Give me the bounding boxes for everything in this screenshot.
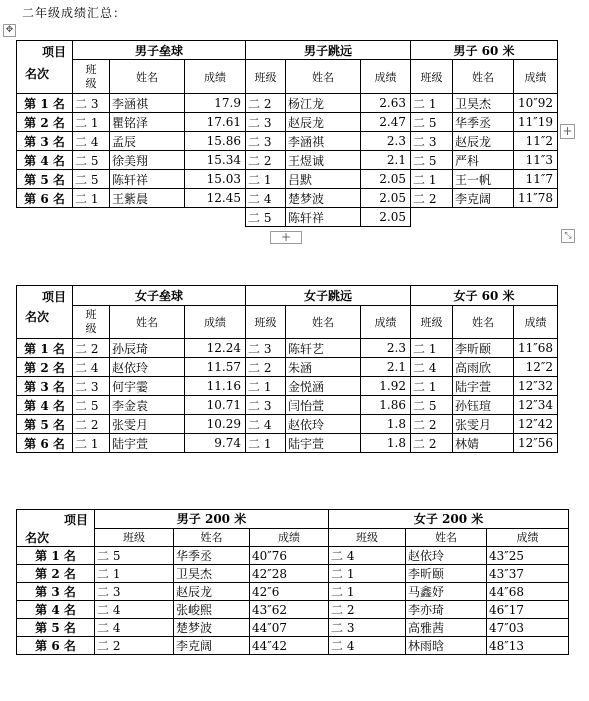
- name-cell: 李涵祺: [110, 94, 185, 113]
- class-cell: 二 3: [246, 132, 286, 151]
- rank-cell: 第 3 名: [17, 583, 95, 601]
- score-cell: 17.61: [185, 113, 246, 132]
- score-cell: 11″7: [514, 170, 558, 189]
- class-cell: 二 3: [411, 132, 453, 151]
- rank-cell: 第 2 名: [17, 565, 95, 583]
- score-cell: 2.3: [361, 339, 411, 358]
- class-cell: 二 1: [411, 339, 453, 358]
- girls-results-table: [16, 285, 558, 453]
- table-row: [17, 94, 558, 113]
- class-cell: 二 4: [73, 132, 110, 151]
- page-title: 二年级成绩汇总：: [22, 6, 127, 20]
- name-cell: 华季丞: [453, 113, 514, 132]
- table-row: [17, 132, 558, 151]
- name-cell: 赵辰龙: [286, 113, 361, 132]
- rank-label: 名次: [25, 67, 50, 81]
- table-row: [17, 601, 569, 619]
- class-col-header: 班级: [411, 305, 453, 338]
- score-cell: 2.1: [361, 358, 411, 377]
- table-row: [17, 619, 569, 637]
- score-cell: 2.05: [361, 208, 411, 227]
- class-cell: 二 4: [329, 547, 406, 565]
- table-row: [17, 208, 558, 227]
- score-cell: 12″32: [514, 377, 558, 396]
- class-col-header: 班 级: [73, 305, 110, 338]
- name-cell: 马鑫妤: [406, 583, 487, 601]
- name-cell: 吕默: [286, 170, 361, 189]
- score-col-header: 成绩: [185, 305, 246, 338]
- name-cell: 林婧: [453, 434, 514, 453]
- score-col-header: 成绩: [185, 60, 246, 94]
- rank-cell: 第 1 名: [17, 547, 95, 565]
- item-label: 项目: [63, 513, 88, 527]
- class-cell: 二 2: [411, 434, 453, 453]
- class-cell: 二 1: [329, 565, 406, 583]
- score-cell: 1.86: [361, 396, 411, 415]
- rank-label: 名次: [25, 531, 50, 545]
- score-col-header: 成绩: [361, 60, 411, 94]
- score-cell: 42″28: [250, 565, 329, 583]
- class-cell: 二 5: [73, 151, 110, 170]
- run-200m-table: [16, 509, 569, 655]
- name-col-header: 姓名: [110, 305, 185, 338]
- table-row: [17, 547, 569, 565]
- name-col-header: 姓名: [110, 60, 185, 94]
- name-cell: 何宇霎: [110, 377, 185, 396]
- name-cell: 卫昊杰: [453, 94, 514, 113]
- score-cell: 11.16: [185, 377, 246, 396]
- name-cell: 李亦琦: [406, 601, 487, 619]
- table-row: [17, 339, 558, 358]
- event-header: 男子 200 米: [95, 510, 329, 529]
- name-cell: 孙钰瑄: [453, 396, 514, 415]
- class-cell: 二 2: [411, 189, 453, 208]
- score-cell: 2.05: [361, 170, 411, 189]
- score-cell: 12″2: [514, 358, 558, 377]
- score-cell: 43″25: [487, 547, 569, 565]
- run-200m-table-body: [17, 547, 569, 655]
- score-cell: 15.03: [185, 170, 246, 189]
- name-cell: 陆宇萱: [286, 434, 361, 453]
- score-col-header: 成绩: [361, 305, 411, 338]
- name-col-header: 姓名: [453, 60, 514, 94]
- name-cell: 张峻熙: [174, 601, 250, 619]
- name-cell: 朱涵: [286, 358, 361, 377]
- class-cell: 二 1: [246, 434, 286, 453]
- class-cell: 二 3: [73, 377, 110, 396]
- score-cell: 47″03: [487, 619, 569, 637]
- score-cell: 40″76: [250, 547, 329, 565]
- class-cell: 二 4: [73, 358, 110, 377]
- event-header: 男子垒球: [73, 41, 246, 60]
- score-cell: 2.47: [361, 113, 411, 132]
- class-col-header: 班级: [95, 528, 174, 547]
- table-move-handle-icon[interactable]: ✥: [3, 24, 16, 37]
- score-cell: 44″68: [487, 583, 569, 601]
- class-cell: 二 1: [411, 377, 453, 396]
- boys-table-body: [17, 94, 558, 208]
- name-col-header: 姓名: [406, 528, 487, 547]
- class-cell: 二 2: [73, 339, 110, 358]
- score-col-header: 成绩: [514, 305, 558, 338]
- name-cell: 闫怡萱: [286, 396, 361, 415]
- event-header: 女子跳远: [246, 286, 411, 306]
- class-cell: 二 1: [246, 377, 286, 396]
- class-cell: 二 2: [329, 601, 406, 619]
- score-cell: 11″3: [514, 151, 558, 170]
- score-cell: 44″07: [250, 619, 329, 637]
- class-cell: 二 4: [95, 619, 174, 637]
- name-cell: 杨江龙: [286, 94, 361, 113]
- score-cell: 1.8: [361, 434, 411, 453]
- rank-cell: 第 5 名: [17, 619, 95, 637]
- score-cell: 11″68: [514, 339, 558, 358]
- class-cell: 二 1: [246, 170, 286, 189]
- class-cell: 二 2: [411, 415, 453, 434]
- class-cell: 二 5: [95, 547, 174, 565]
- class-cell: 二 1: [73, 113, 110, 132]
- class-cell: 二 4: [246, 415, 286, 434]
- name-cell: 赵依玲: [286, 415, 361, 434]
- score-cell: 9.74: [185, 434, 246, 453]
- name-cell: 李克阔: [174, 637, 250, 655]
- add-column-button[interactable]: +: [560, 124, 575, 139]
- name-cell: 瞿铭泽: [110, 113, 185, 132]
- class-cell: 二 3: [246, 339, 286, 358]
- name-cell: 陆宇萱: [453, 377, 514, 396]
- name-cell: 严科: [453, 151, 514, 170]
- class-cell: 二 1: [73, 189, 110, 208]
- score-cell: 15.34: [185, 151, 246, 170]
- name-cell: 楚梦波: [174, 619, 250, 637]
- score-cell: 46″17: [487, 601, 569, 619]
- name-cell: 张雯月: [453, 415, 514, 434]
- event-header: 女子垒球: [73, 286, 246, 306]
- table-resize-icon[interactable]: ⤡: [561, 229, 575, 243]
- table-row: [17, 113, 558, 132]
- score-cell: 17.9: [185, 94, 246, 113]
- header-diagonal-cell: [17, 510, 95, 547]
- name-col-header: 姓名: [286, 60, 361, 94]
- rank-cell: 第 6 名: [17, 189, 73, 208]
- score-cell: 44″42: [250, 637, 329, 655]
- class-cell: 二 3: [73, 94, 110, 113]
- name-cell: 李金袁: [110, 396, 185, 415]
- class-cell: 二 5: [73, 396, 110, 415]
- name-cell: 李克阔: [453, 189, 514, 208]
- rank-cell: 第 4 名: [17, 151, 73, 170]
- header-diagonal-cell: [17, 41, 73, 94]
- score-cell: 42″6: [250, 583, 329, 601]
- boys-results-table: [16, 40, 558, 227]
- score-cell: 1.8: [361, 415, 411, 434]
- name-cell: 王紫晨: [110, 189, 185, 208]
- name-cell: 陈轩艺: [286, 339, 361, 358]
- event-header: 男子跳远: [246, 41, 411, 60]
- class-cell: 二 3: [95, 583, 174, 601]
- rank-cell: 第 1 名: [17, 94, 73, 113]
- class-cell: 二 5: [246, 208, 286, 227]
- name-cell: 王一帆: [453, 170, 514, 189]
- table-row: [17, 396, 558, 415]
- name-cell: 张雯月: [110, 415, 185, 434]
- name-cell: 李昕颐: [453, 339, 514, 358]
- class-cell: 二 4: [246, 189, 286, 208]
- score-cell: 48″13: [487, 637, 569, 655]
- table-row: [17, 415, 558, 434]
- score-cell: 12.45: [185, 189, 246, 208]
- name-cell: 王煜诚: [286, 151, 361, 170]
- class-cell: 二 1: [95, 565, 174, 583]
- table-row: [17, 189, 558, 208]
- class-cell: 二 3: [246, 113, 286, 132]
- class-cell: 二 2: [246, 151, 286, 170]
- class-cell: 二 5: [411, 151, 453, 170]
- name-col-header: 姓名: [453, 305, 514, 338]
- rank-cell: 第 5 名: [17, 170, 73, 189]
- class-cell: 二 3: [246, 396, 286, 415]
- rank-cell: 第 3 名: [17, 377, 73, 396]
- score-cell: 2.3: [361, 132, 411, 151]
- table-row: [17, 377, 558, 396]
- class-cell: 二 4: [329, 637, 406, 655]
- add-row-button[interactable]: +: [270, 231, 302, 244]
- class-cell: 二 2: [246, 358, 286, 377]
- score-cell: 1.92: [361, 377, 411, 396]
- score-col-header: 成绩: [250, 528, 329, 547]
- event-header: 女子 60 米: [411, 286, 558, 306]
- name-cell: 高雨欣: [453, 358, 514, 377]
- name-cell: 卫昊杰: [174, 565, 250, 583]
- score-cell: 43″37: [487, 565, 569, 583]
- name-cell: 孙辰琦: [110, 339, 185, 358]
- name-cell: 李涵祺: [286, 132, 361, 151]
- event-header: 男子 60 米: [411, 41, 558, 60]
- table-row: [17, 170, 558, 189]
- score-cell: 11″19: [514, 113, 558, 132]
- class-cell: 二 1: [411, 170, 453, 189]
- class-cell: 二 3: [329, 619, 406, 637]
- rank-cell: 第 3 名: [17, 132, 73, 151]
- rank-cell: 第 1 名: [17, 339, 73, 358]
- name-cell: 陆宇萱: [110, 434, 185, 453]
- class-cell: 二 4: [411, 358, 453, 377]
- class-col-header: 班级: [246, 305, 286, 338]
- class-cell: 二 2: [95, 637, 174, 655]
- score-cell: 2.05: [361, 189, 411, 208]
- name-cell: 金悦涵: [286, 377, 361, 396]
- name-cell: 赵辰龙: [453, 132, 514, 151]
- class-cell: 二 5: [411, 113, 453, 132]
- item-label: 项目: [41, 290, 66, 304]
- score-cell: 11″2: [514, 132, 558, 151]
- score-cell: 2.1: [361, 151, 411, 170]
- class-cell: 二 5: [411, 396, 453, 415]
- name-cell: 赵依玲: [110, 358, 185, 377]
- item-label: 项目: [41, 45, 66, 59]
- score-cell: 10″92: [514, 94, 558, 113]
- table-row: [17, 565, 569, 583]
- name-cell: 高雅茜: [406, 619, 487, 637]
- name-cell: 李昕颐: [406, 565, 487, 583]
- name-col-header: 姓名: [174, 528, 250, 547]
- table-row: [17, 434, 558, 453]
- table-row: [17, 151, 558, 170]
- name-cell: 赵依玲: [406, 547, 487, 565]
- table-row: [17, 358, 558, 377]
- score-col-header: 成绩: [487, 528, 569, 547]
- score-cell: 12.24: [185, 339, 246, 358]
- class-cell: 二 2: [73, 415, 110, 434]
- name-cell: 赵辰龙: [174, 583, 250, 601]
- score-cell: 12″42: [514, 415, 558, 434]
- class-cell: 二 5: [73, 170, 110, 189]
- score-cell: 12″34: [514, 396, 558, 415]
- class-cell: 二 2: [246, 94, 286, 113]
- score-cell: 11.57: [185, 358, 246, 377]
- header-diagonal-cell: [17, 286, 73, 339]
- name-cell: 孟辰: [110, 132, 185, 151]
- score-cell: 2.63: [361, 94, 411, 113]
- class-cell: 二 4: [95, 601, 174, 619]
- class-col-header: 班 级: [73, 60, 110, 94]
- girls-table-body: [17, 339, 558, 453]
- name-col-header: 姓名: [286, 305, 361, 338]
- rank-cell: 第 5 名: [17, 415, 73, 434]
- class-cell: 二 1: [329, 583, 406, 601]
- rank-cell: 第 2 名: [17, 358, 73, 377]
- name-cell: 陈轩祥: [110, 170, 185, 189]
- class-col-header: 班级: [246, 60, 286, 94]
- score-cell: 11″78: [514, 189, 558, 208]
- rank-cell: 第 4 名: [17, 396, 73, 415]
- event-header: 女子 200 米: [329, 510, 569, 529]
- class-cell: 二 1: [411, 94, 453, 113]
- rank-cell: 第 4 名: [17, 601, 95, 619]
- table-row: [17, 637, 569, 655]
- score-cell: 10.71: [185, 396, 246, 415]
- rank-cell: 第 6 名: [17, 637, 95, 655]
- rank-cell: 第 6 名: [17, 434, 73, 453]
- name-cell: 徐美翔: [110, 151, 185, 170]
- score-cell: 10.29: [185, 415, 246, 434]
- score-cell: 12″56: [514, 434, 558, 453]
- class-col-header: 班级: [411, 60, 453, 94]
- table-row: [17, 583, 569, 601]
- name-cell: 楚梦波: [286, 189, 361, 208]
- class-cell: 二 1: [73, 434, 110, 453]
- score-col-header: 成绩: [514, 60, 558, 94]
- name-cell: 林雨晗: [406, 637, 487, 655]
- rank-label: 名次: [25, 310, 50, 324]
- class-col-header: 班级: [329, 528, 406, 547]
- score-cell: 15.86: [185, 132, 246, 151]
- name-cell: 华季丞: [174, 547, 250, 565]
- score-cell: 43″62: [250, 601, 329, 619]
- name-cell: 陈轩祥: [286, 208, 361, 227]
- rank-cell: 第 2 名: [17, 113, 73, 132]
